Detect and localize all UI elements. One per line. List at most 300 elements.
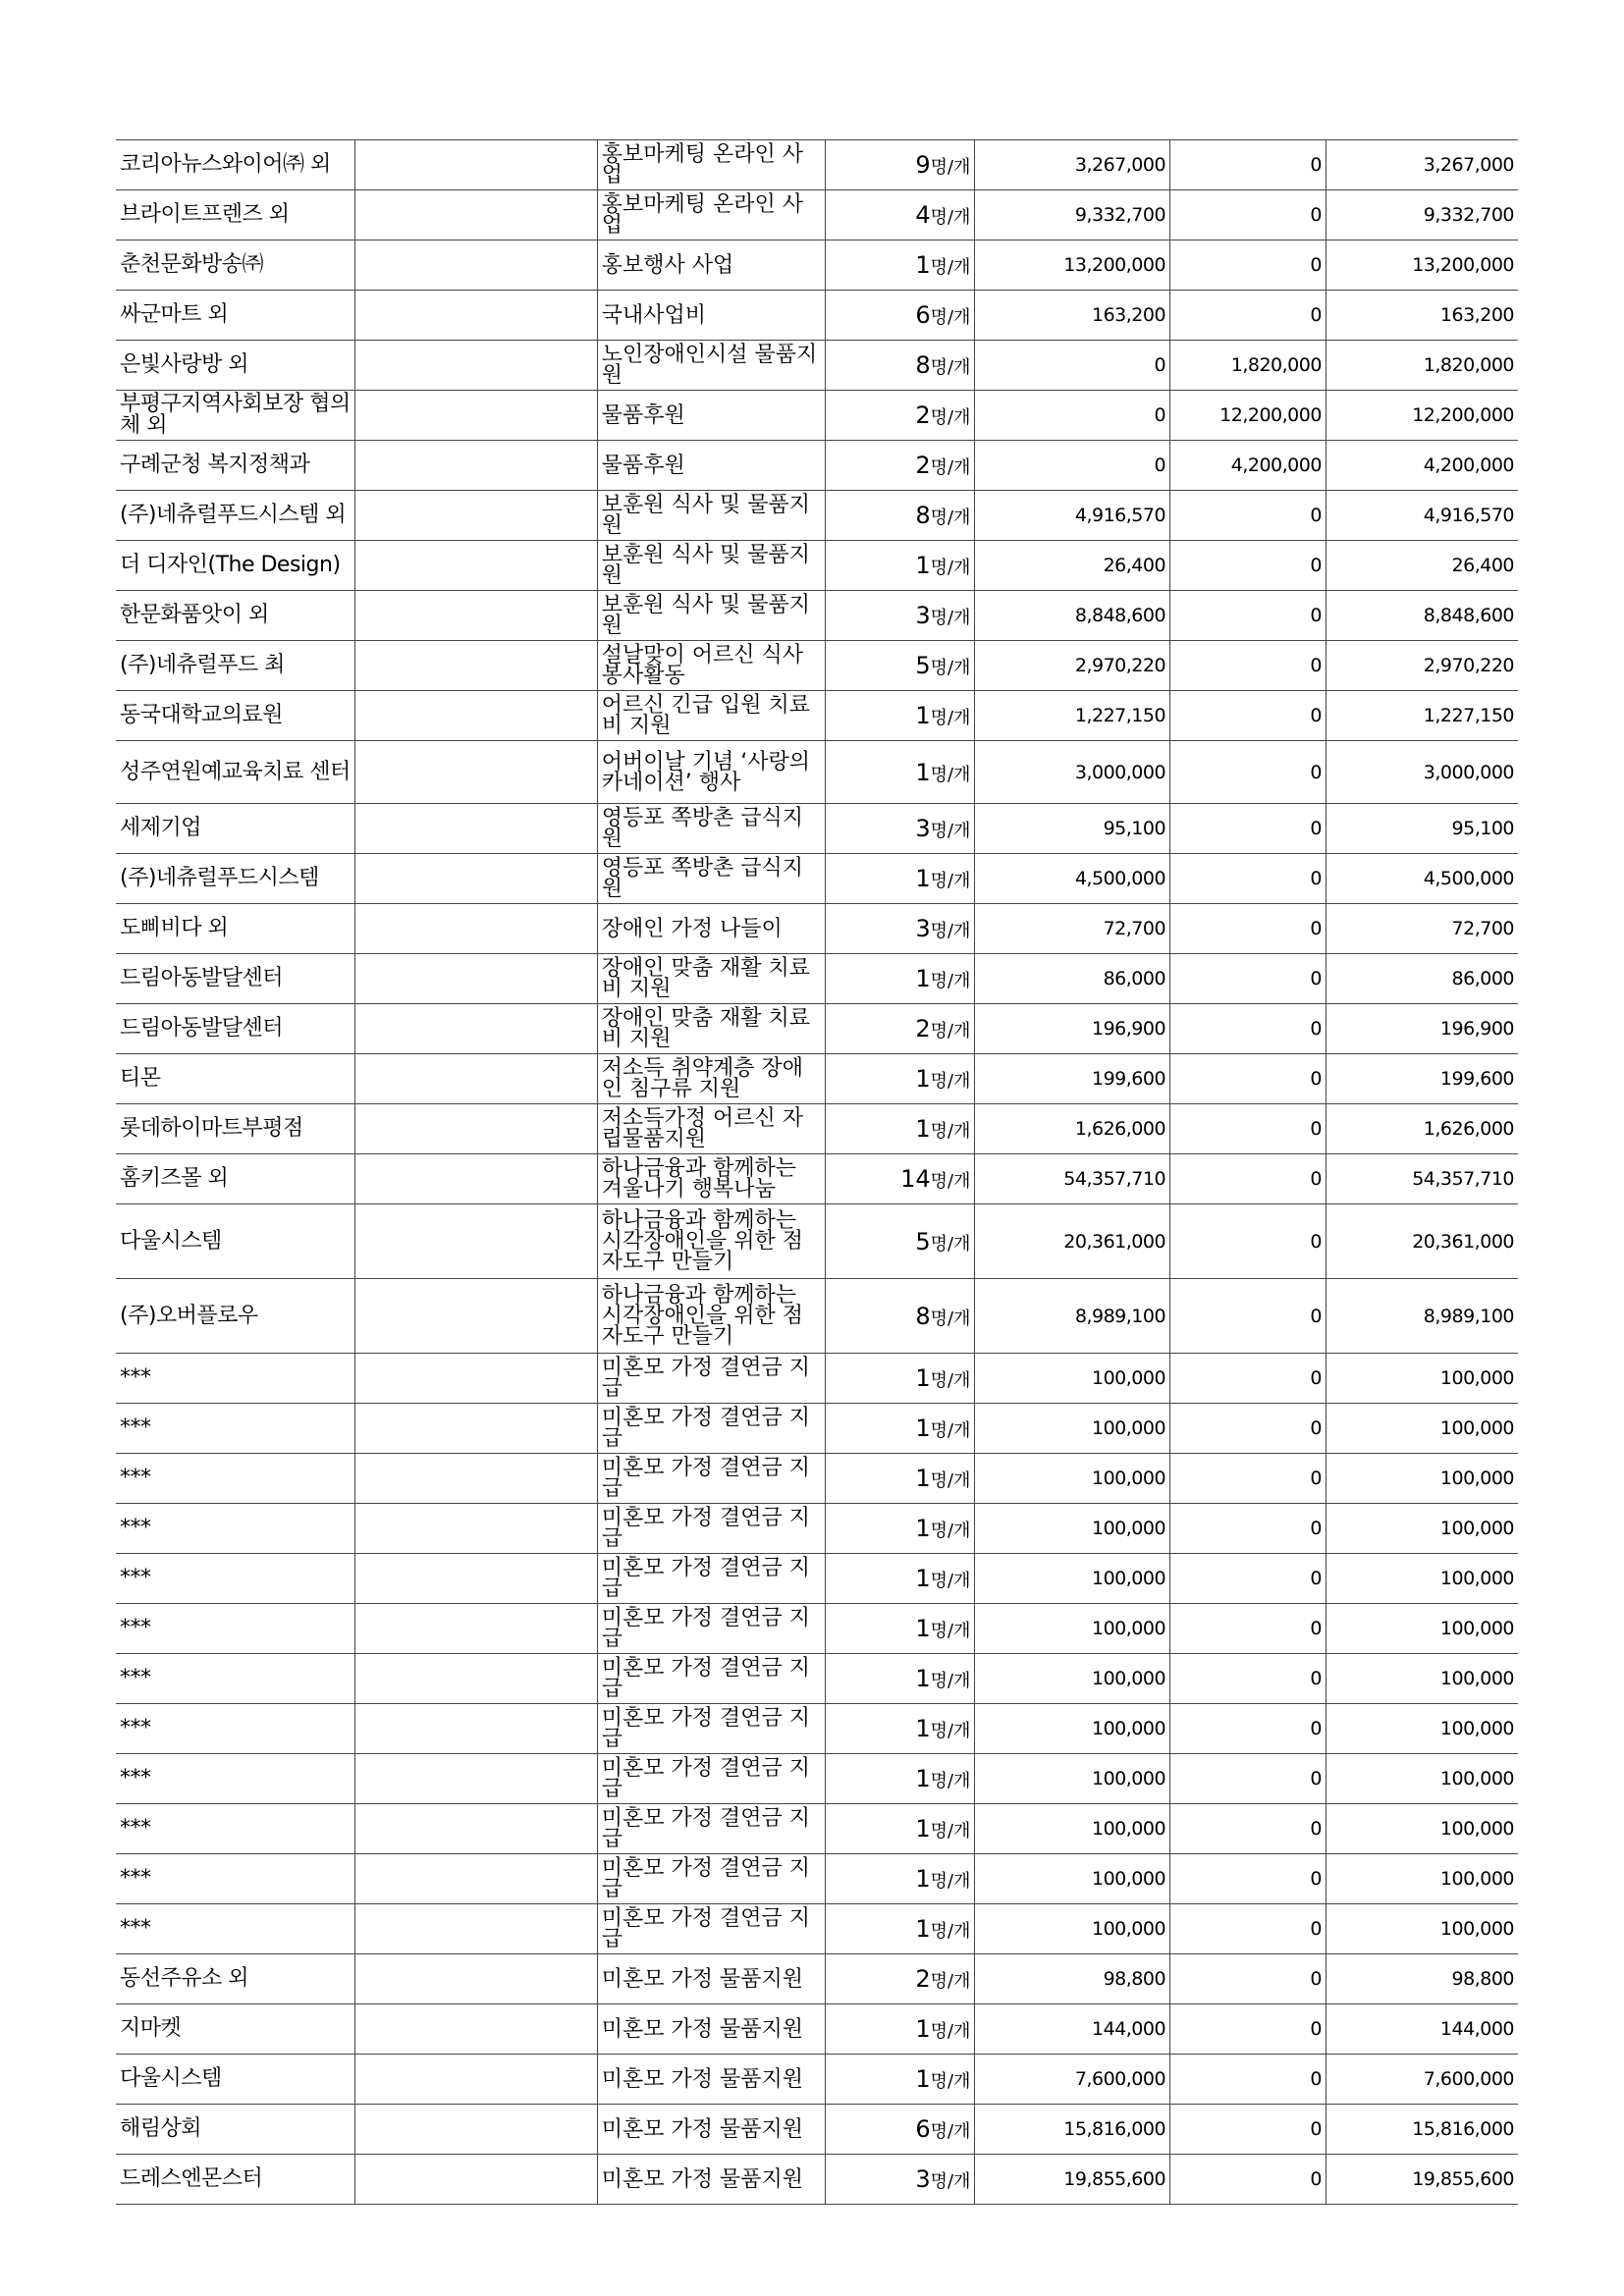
table-row: [116, 391, 1518, 441]
blank-cell: [355, 1704, 598, 1754]
count-unit: 명/개: [930, 407, 971, 428]
total-amount-cell: 144,000: [1326, 2004, 1518, 2055]
cash-amount-cell: 19,855,600: [975, 2155, 1170, 2205]
recipient-name-cell: ***: [116, 1504, 355, 1554]
count-cell: [825, 1854, 975, 1904]
count-cell: [825, 1354, 975, 1404]
count-unit: 명/개: [930, 2121, 971, 2142]
count-cell: [825, 2105, 975, 2155]
table-row: [116, 1754, 1518, 1804]
count-number: 6: [915, 2115, 931, 2143]
purpose-cell: 미혼모 가정 결연금 지급: [597, 1654, 825, 1704]
recipient-name-cell: 다울시스템: [116, 1204, 355, 1279]
goods-amount-cell: 0: [1170, 1704, 1326, 1754]
purpose-cell: 홍보마케팅 온라인 사업: [597, 190, 825, 240]
count-unit: 명/개: [930, 658, 971, 678]
count-cell: [825, 854, 975, 904]
table-row: [116, 1554, 1518, 1604]
count-cell: [825, 1754, 975, 1804]
count-unit: 명/개: [930, 708, 971, 728]
count-cell: [825, 391, 975, 441]
count-number: 2: [915, 1965, 931, 1993]
count-unit: 명/개: [930, 307, 971, 328]
total-amount-cell: 54,357,710: [1326, 1154, 1518, 1204]
purpose-cell: 장애인 가정 나들이: [597, 904, 825, 954]
cash-amount-cell: 13,200,000: [975, 240, 1170, 291]
count-number: 3: [915, 602, 931, 629]
blank-cell: [355, 190, 598, 240]
count-cell: [825, 1654, 975, 1704]
recipient-name-cell: 홈키즈몰 외: [116, 1154, 355, 1204]
count-number: 1: [915, 552, 931, 579]
count-cell: [825, 1279, 975, 1354]
goods-amount-cell: 0: [1170, 491, 1326, 541]
purpose-cell: 저소득가정 어르신 자립물품지원: [597, 1104, 825, 1154]
purpose-cell: 물품후원: [597, 441, 825, 491]
blank-cell: [355, 691, 598, 741]
blank-cell: [355, 1354, 598, 1404]
count-unit: 명/개: [930, 1470, 971, 1491]
total-amount-cell: 86,000: [1326, 954, 1518, 1004]
total-amount-cell: 100,000: [1326, 1354, 1518, 1404]
total-amount-cell: 100,000: [1326, 1754, 1518, 1804]
purpose-cell: 국내사업비: [597, 291, 825, 341]
goods-amount-cell: 0: [1170, 1604, 1326, 1654]
count-number: 4: [915, 201, 931, 229]
count-cell: [825, 741, 975, 804]
count-number: 1: [915, 1465, 931, 1492]
count-number: 1: [915, 702, 931, 729]
total-amount-cell: 7,600,000: [1326, 2055, 1518, 2105]
table-row: [116, 1054, 1518, 1104]
recipient-name-cell: 한문화품앗이 외: [116, 591, 355, 641]
total-amount-cell: 100,000: [1326, 1554, 1518, 1604]
total-amount-cell: 26,400: [1326, 541, 1518, 591]
table-row: [116, 441, 1518, 491]
table-row: [116, 140, 1518, 190]
total-amount-cell: 100,000: [1326, 1504, 1518, 1554]
count-cell: [825, 1054, 975, 1104]
cash-amount-cell: 4,500,000: [975, 854, 1170, 904]
count-cell: [825, 691, 975, 741]
count-unit: 명/개: [930, 1121, 971, 1142]
goods-amount-cell: 4,200,000: [1170, 441, 1326, 491]
purpose-cell: 미혼모 가정 물품지원: [597, 2055, 825, 2105]
count-cell: [825, 1004, 975, 1054]
count-number: 5: [915, 652, 931, 679]
table-row: [116, 240, 1518, 291]
count-unit: 명/개: [930, 207, 971, 228]
recipient-name-cell: 성주연원예교육치료 센터: [116, 741, 355, 804]
blank-cell: [355, 391, 598, 441]
total-amount-cell: 4,916,570: [1326, 491, 1518, 541]
blank-cell: [355, 1954, 598, 2004]
blank-cell: [355, 954, 598, 1004]
table-row: [116, 1454, 1518, 1504]
table-row: [116, 2055, 1518, 2105]
cash-amount-cell: 4,916,570: [975, 491, 1170, 541]
cash-amount-cell: 0: [975, 391, 1170, 441]
recipient-name-cell: 드림아동발달센터: [116, 1004, 355, 1054]
cash-amount-cell: 20,361,000: [975, 1204, 1170, 1279]
count-unit: 명/개: [930, 1021, 971, 1041]
count-cell: [825, 1404, 975, 1454]
count-unit: 명/개: [930, 2021, 971, 2042]
blank-cell: [355, 904, 598, 954]
total-amount-cell: 98,800: [1326, 1954, 1518, 2004]
count-unit: 명/개: [930, 608, 971, 628]
recipient-name-cell: ***: [116, 1604, 355, 1654]
blank-cell: [355, 1104, 598, 1154]
purpose-cell: 보훈원 식사 및 물품지원: [597, 591, 825, 641]
count-cell: [825, 1954, 975, 2004]
count-unit: 명/개: [930, 1171, 971, 1192]
cash-amount-cell: 72,700: [975, 904, 1170, 954]
count-unit: 명/개: [930, 1233, 971, 1255]
blank-cell: [355, 2105, 598, 2155]
blank-cell: [355, 1004, 598, 1054]
count-number: 1: [915, 1665, 931, 1692]
purpose-cell: 노인장애인시설 물품지원: [597, 341, 825, 391]
table-row: [116, 1654, 1518, 1704]
purpose-cell: 영등포 쪽방촌 급식지원: [597, 804, 825, 854]
goods-amount-cell: 0: [1170, 1004, 1326, 1054]
recipient-name-cell: 동선주유소 외: [116, 1954, 355, 2004]
total-amount-cell: 13,200,000: [1326, 240, 1518, 291]
table-row: [116, 1104, 1518, 1154]
recipient-name-cell: 구례군청 복지정책과: [116, 441, 355, 491]
count-number: 14: [900, 1165, 931, 1193]
count-number: 1: [915, 2015, 931, 2043]
purpose-cell: 미혼모 가정 결연금 지급: [597, 1754, 825, 1804]
purpose-cell: 미혼모 가정 물품지원: [597, 1954, 825, 2004]
count-unit: 명/개: [930, 1821, 971, 1842]
blank-cell: [355, 1279, 598, 1354]
count-cell: [825, 1904, 975, 1954]
count-cell: [825, 140, 975, 190]
cash-amount-cell: 100,000: [975, 1804, 1170, 1854]
purpose-cell: 미혼모 가정 물품지원: [597, 2155, 825, 2205]
purpose-cell: 홍보마케팅 온라인 사업: [597, 140, 825, 190]
recipient-name-cell: ***: [116, 1754, 355, 1804]
cash-amount-cell: 144,000: [975, 2004, 1170, 2055]
blank-cell: [355, 1854, 598, 1904]
table-row: [116, 591, 1518, 641]
count-number: 1: [915, 1815, 931, 1842]
goods-amount-cell: 0: [1170, 1554, 1326, 1604]
cash-amount-cell: 86,000: [975, 954, 1170, 1004]
recipient-name-cell: 지마켓: [116, 2004, 355, 2055]
count-number: 1: [915, 1865, 931, 1893]
count-cell: [825, 541, 975, 591]
count-number: 3: [915, 915, 931, 942]
blank-cell: [355, 1054, 598, 1104]
total-amount-cell: 2,970,220: [1326, 641, 1518, 691]
blank-cell: [355, 2155, 598, 2205]
count-unit: 명/개: [930, 1420, 971, 1441]
count-number: 1: [915, 1565, 931, 1592]
goods-amount-cell: 0: [1170, 1354, 1326, 1404]
purpose-cell: 하나금융과 함께하는 겨울나기 행복나눔: [597, 1154, 825, 1204]
count-unit: 명/개: [930, 1771, 971, 1791]
blank-cell: [355, 1904, 598, 1954]
count-unit: 명/개: [930, 1521, 971, 1541]
count-unit: 명/개: [930, 507, 971, 528]
purpose-cell: 하나금융과 함께하는 시각장애인을 위한 점자도구 만들기: [597, 1204, 825, 1279]
count-cell: [825, 954, 975, 1004]
cash-amount-cell: 100,000: [975, 1404, 1170, 1454]
blank-cell: [355, 291, 598, 341]
count-cell: [825, 240, 975, 291]
goods-amount-cell: 0: [1170, 1804, 1326, 1854]
count-number: 5: [915, 1227, 931, 1255]
cash-amount-cell: 100,000: [975, 1704, 1170, 1754]
count-unit: 명/개: [930, 257, 971, 278]
count-cell: [825, 2155, 975, 2205]
cash-amount-cell: 100,000: [975, 1354, 1170, 1404]
expenditure-table: [116, 139, 1518, 2205]
cash-amount-cell: 8,989,100: [975, 1279, 1170, 1354]
blank-cell: [355, 1404, 598, 1454]
purpose-cell: 물품후원: [597, 391, 825, 441]
table-row: [116, 691, 1518, 741]
goods-amount-cell: 0: [1170, 2155, 1326, 2205]
goods-amount-cell: 0: [1170, 1854, 1326, 1904]
count-unit: 명/개: [930, 1621, 971, 1641]
cash-amount-cell: 163,200: [975, 291, 1170, 341]
table-row: [116, 1004, 1518, 1054]
recipient-name-cell: ***: [116, 1704, 355, 1754]
count-number: 1: [915, 1415, 931, 1442]
count-unit: 명/개: [930, 1308, 971, 1329]
count-unit: 명/개: [930, 821, 971, 841]
recipient-name-cell: 은빛사랑방 외: [116, 341, 355, 391]
total-amount-cell: 100,000: [1326, 1854, 1518, 1904]
blank-cell: [355, 1804, 598, 1854]
count-number: 1: [915, 1515, 931, 1542]
count-cell: [825, 1104, 975, 1154]
total-amount-cell: 163,200: [1326, 291, 1518, 341]
count-number: 6: [915, 301, 931, 329]
goods-amount-cell: 0: [1170, 2105, 1326, 2155]
total-amount-cell: 196,900: [1326, 1004, 1518, 1054]
total-amount-cell: 12,200,000: [1326, 391, 1518, 441]
count-cell: [825, 1204, 975, 1279]
recipient-name-cell: 도삐비다 외: [116, 904, 355, 954]
total-amount-cell: 3,000,000: [1326, 741, 1518, 804]
table-row: [116, 2155, 1518, 2205]
goods-amount-cell: 0: [1170, 591, 1326, 641]
recipient-name-cell: (주)네츄럴푸드시스템 외: [116, 491, 355, 541]
goods-amount-cell: 0: [1170, 541, 1326, 591]
recipient-name-cell: (주)오버플로우: [116, 1279, 355, 1354]
purpose-cell: 미혼모 가정 결연금 지급: [597, 1354, 825, 1404]
table-row: [116, 291, 1518, 341]
expenditure-table-container: [116, 139, 1518, 2205]
count-unit: 명/개: [930, 1721, 971, 1741]
recipient-name-cell: ***: [116, 1554, 355, 1604]
total-amount-cell: 20,361,000: [1326, 1204, 1518, 1279]
count-unit: 명/개: [930, 1971, 971, 1992]
cash-amount-cell: 3,000,000: [975, 741, 1170, 804]
blank-cell: [355, 641, 598, 691]
count-cell: [825, 1704, 975, 1754]
goods-amount-cell: 0: [1170, 904, 1326, 954]
table-row: [116, 641, 1518, 691]
table-row: [116, 854, 1518, 904]
recipient-name-cell: 롯데하이마트부평점: [116, 1104, 355, 1154]
total-amount-cell: 8,848,600: [1326, 591, 1518, 641]
goods-amount-cell: 12,200,000: [1170, 391, 1326, 441]
purpose-cell: 저소득 취약계층 장애인 침구류 지원: [597, 1054, 825, 1104]
purpose-cell: 미혼모 가정 물품지원: [597, 2004, 825, 2055]
count-cell: [825, 904, 975, 954]
table-body: [116, 140, 1518, 2205]
table-row: [116, 1904, 1518, 1954]
goods-amount-cell: 0: [1170, 804, 1326, 854]
purpose-cell: 하나금융과 함께하는 시각장애인을 위한 점자도구 만들기: [597, 1279, 825, 1354]
blank-cell: [355, 1504, 598, 1554]
total-amount-cell: 72,700: [1326, 904, 1518, 954]
total-amount-cell: 100,000: [1326, 1654, 1518, 1704]
total-amount-cell: 100,000: [1326, 1704, 1518, 1754]
count-cell: [825, 1604, 975, 1654]
purpose-cell: 미혼모 가정 결연금 지급: [597, 1854, 825, 1904]
count-unit: 명/개: [930, 1921, 971, 1942]
purpose-cell: 보훈원 식사 및 물품지원: [597, 491, 825, 541]
cash-amount-cell: 100,000: [975, 1604, 1170, 1654]
purpose-cell: 설날맞이 어르신 식사봉사활동: [597, 641, 825, 691]
purpose-cell: 미혼모 가정 결연금 지급: [597, 1904, 825, 1954]
table-row: [116, 2004, 1518, 2055]
count-cell: [825, 1554, 975, 1604]
count-unit: 명/개: [930, 558, 971, 578]
recipient-name-cell: 해림상회: [116, 2105, 355, 2155]
table-row: [116, 904, 1518, 954]
goods-amount-cell: 0: [1170, 741, 1326, 804]
table-row: [116, 341, 1518, 391]
count-number: 1: [915, 2065, 931, 2093]
blank-cell: [355, 1754, 598, 1804]
recipient-name-cell: 세제기업: [116, 804, 355, 854]
purpose-cell: 미혼모 가정 결연금 지급: [597, 1504, 825, 1554]
purpose-cell: 미혼모 가정 결연금 지급: [597, 1604, 825, 1654]
count-number: 1: [915, 1065, 931, 1093]
goods-amount-cell: 0: [1170, 1504, 1326, 1554]
goods-amount-cell: 0: [1170, 1154, 1326, 1204]
goods-amount-cell: 0: [1170, 641, 1326, 691]
count-unit: 명/개: [930, 2071, 971, 2092]
goods-amount-cell: 0: [1170, 1279, 1326, 1354]
count-cell: [825, 1154, 975, 1204]
blank-cell: [355, 741, 598, 804]
cash-amount-cell: 0: [975, 441, 1170, 491]
recipient-name-cell: ***: [116, 1654, 355, 1704]
count-number: 1: [915, 1615, 931, 1642]
table-row: [116, 804, 1518, 854]
count-unit: 명/개: [930, 1871, 971, 1892]
total-amount-cell: 4,500,000: [1326, 854, 1518, 904]
goods-amount-cell: 0: [1170, 240, 1326, 291]
total-amount-cell: 100,000: [1326, 1904, 1518, 1954]
count-number: 1: [915, 1364, 931, 1392]
table-row: [116, 1854, 1518, 1904]
purpose-cell: 영등포 쪽방촌 급식지원: [597, 854, 825, 904]
count-cell: [825, 491, 975, 541]
goods-amount-cell: 0: [1170, 291, 1326, 341]
count-number: 1: [915, 1915, 931, 1943]
recipient-name-cell: ***: [116, 1404, 355, 1454]
cash-amount-cell: 0: [975, 341, 1170, 391]
cash-amount-cell: 100,000: [975, 1754, 1170, 1804]
cash-amount-cell: 8,848,600: [975, 591, 1170, 641]
blank-cell: [355, 2055, 598, 2105]
cash-amount-cell: 95,100: [975, 804, 1170, 854]
blank-cell: [355, 804, 598, 854]
recipient-name-cell: (주)네츄럴푸드시스템: [116, 854, 355, 904]
total-amount-cell: 19,855,600: [1326, 2155, 1518, 2205]
total-amount-cell: 100,000: [1326, 1804, 1518, 1854]
cash-amount-cell: 54,357,710: [975, 1154, 1170, 1204]
table-row: [116, 1804, 1518, 1854]
recipient-name-cell: ***: [116, 1804, 355, 1854]
cash-amount-cell: 98,800: [975, 1954, 1170, 2004]
blank-cell: [355, 140, 598, 190]
count-number: 1: [915, 1765, 931, 1792]
goods-amount-cell: 1,820,000: [1170, 341, 1326, 391]
purpose-cell: 어르신 긴급 입원 치료비 지원: [597, 691, 825, 741]
count-cell: [825, 341, 975, 391]
count-number: 2: [915, 452, 931, 479]
purpose-cell: 미혼모 가정 결연금 지급: [597, 1704, 825, 1754]
table-row: [116, 1704, 1518, 1754]
count-number: 2: [915, 401, 931, 429]
goods-amount-cell: 0: [1170, 854, 1326, 904]
goods-amount-cell: 0: [1170, 1104, 1326, 1154]
table-row: [116, 1279, 1518, 1354]
purpose-cell: 미혼모 가정 결연금 지급: [597, 1404, 825, 1454]
cash-amount-cell: 100,000: [975, 1854, 1170, 1904]
count-cell: [825, 190, 975, 240]
cash-amount-cell: 7,600,000: [975, 2055, 1170, 2105]
recipient-name-cell: 브라이트프렌즈 외: [116, 190, 355, 240]
table-row: [116, 1404, 1518, 1454]
total-amount-cell: 1,626,000: [1326, 1104, 1518, 1154]
blank-cell: [355, 1454, 598, 1504]
goods-amount-cell: 0: [1170, 140, 1326, 190]
blank-cell: [355, 341, 598, 391]
count-unit: 명/개: [930, 2171, 971, 2192]
cash-amount-cell: 100,000: [975, 1654, 1170, 1704]
count-cell: [825, 641, 975, 691]
recipient-name-cell: 싸군마트 외: [116, 291, 355, 341]
count-cell: [825, 1804, 975, 1854]
count-cell: [825, 2004, 975, 2055]
cash-amount-cell: 196,900: [975, 1004, 1170, 1054]
count-cell: [825, 441, 975, 491]
count-number: 1: [915, 1115, 931, 1143]
cash-amount-cell: 2,970,220: [975, 641, 1170, 691]
cash-amount-cell: 100,000: [975, 1554, 1170, 1604]
total-amount-cell: 3,267,000: [1326, 140, 1518, 190]
count-unit: 명/개: [930, 921, 971, 941]
cash-amount-cell: 100,000: [975, 1904, 1170, 1954]
total-amount-cell: 95,100: [1326, 804, 1518, 854]
total-amount-cell: 199,600: [1326, 1054, 1518, 1104]
purpose-cell: 장애인 맞춤 재활 치료비 지원: [597, 954, 825, 1004]
count-number: 2: [915, 1015, 931, 1042]
count-cell: [825, 291, 975, 341]
